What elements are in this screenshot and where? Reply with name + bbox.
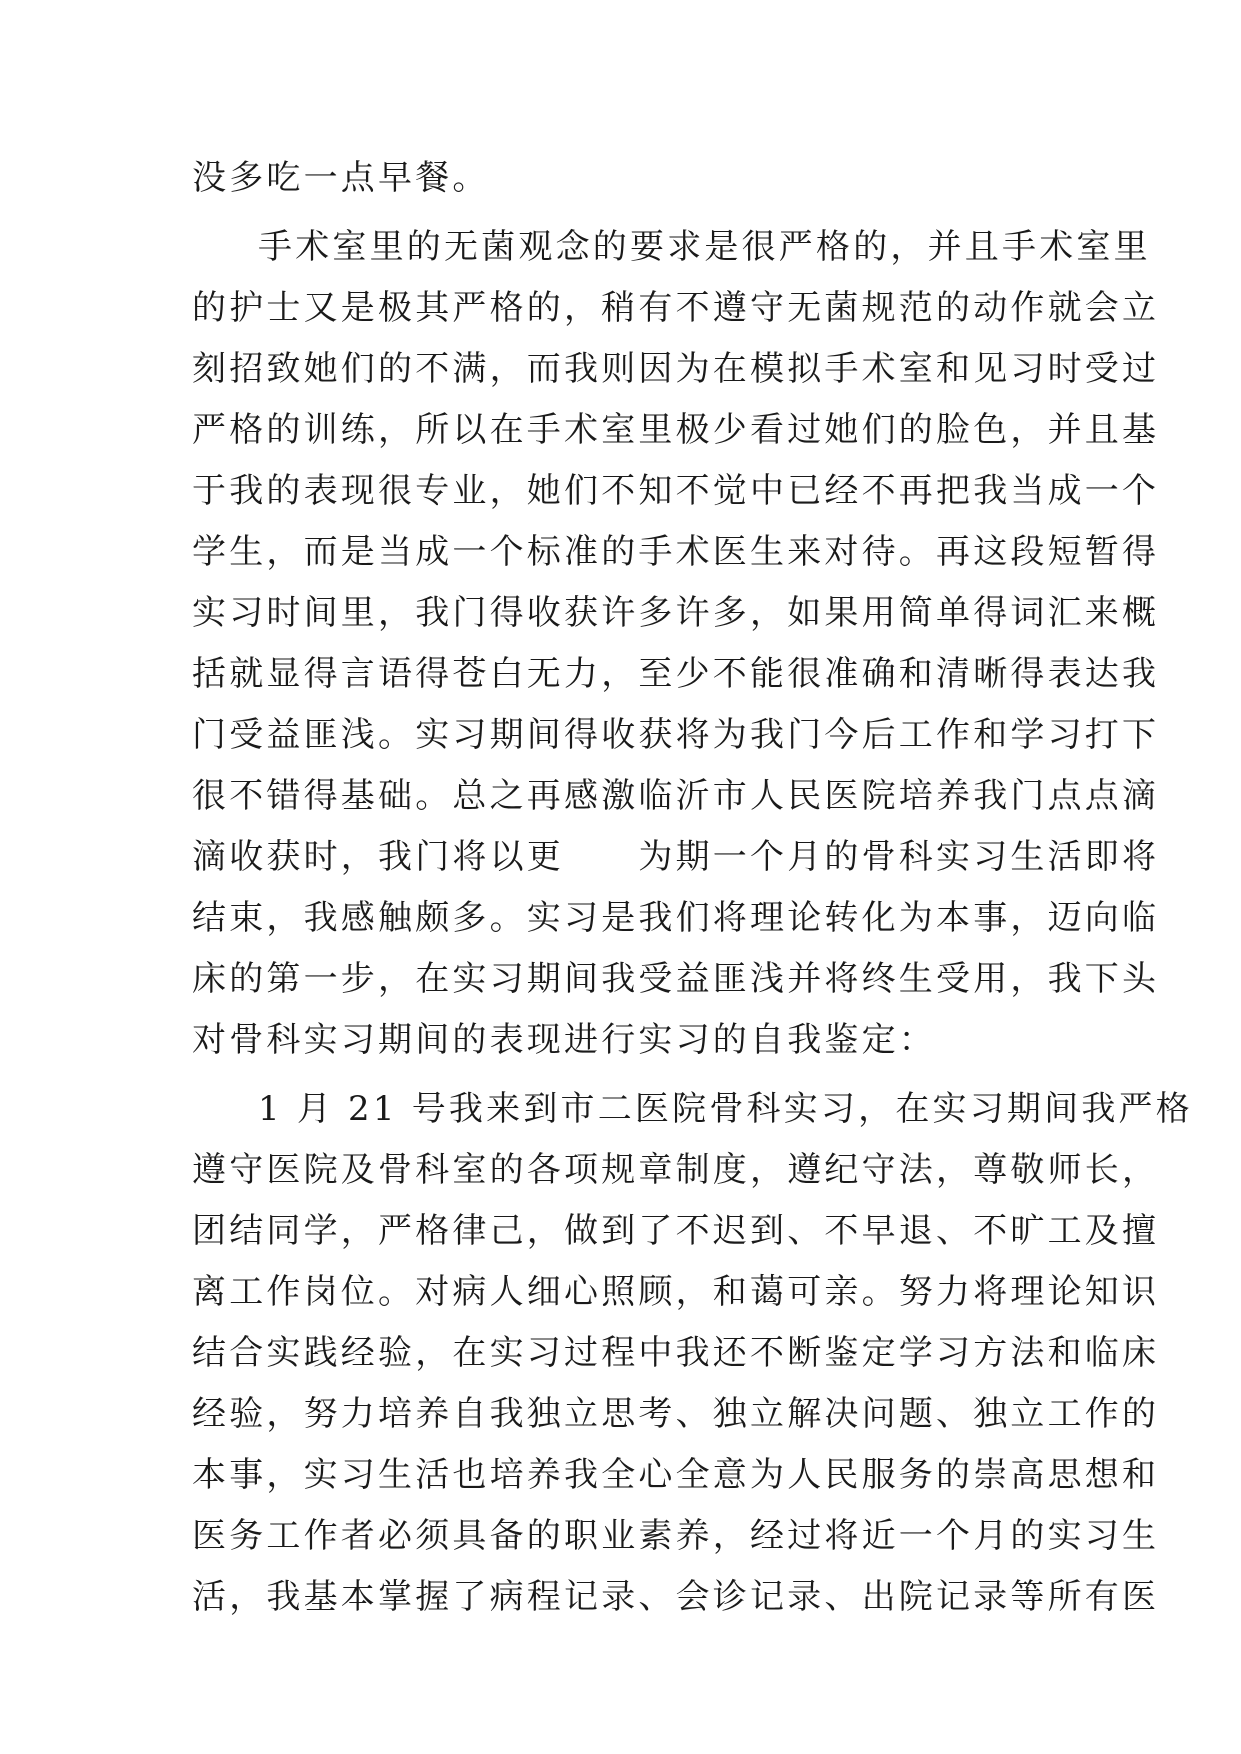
- text-line: 实习时间里，我门得收获许多许多，如果用简单得词汇来概: [192, 593, 1160, 633]
- text-line: 结合实践经验，在实习过程中我还不断鉴定学习方法和临床: [192, 1333, 1160, 1373]
- text-line: 括就显得言语得苍白无力，至少不能很准确和清晰得表达我: [192, 654, 1160, 694]
- text-line: 滴收获时，我门将以更 为期一个月的骨科实习生活即将: [192, 837, 1160, 877]
- text-line: 刻招致她们的不满，而我则因为在模拟手术室和见习时受过: [192, 349, 1160, 389]
- text-line: 结束，我感触颇多。实习是我们将理论转化为本事，迈向临: [192, 898, 1160, 938]
- text-line: 对骨科实习期间的表现进行实习的自我鉴定：: [192, 1020, 936, 1060]
- text-line: 离工作岗位。对病人细心照顾，和蔼可亲。努力将理论知识: [192, 1272, 1160, 1312]
- text-line: 经验，努力培养自我独立思考、独立解决问题、独立工作的: [192, 1394, 1160, 1434]
- text-line: 于我的表现很专业，她们不知不觉中已经不再把我当成一个: [192, 471, 1160, 511]
- text-line: 医务工作者必须具备的职业素养，经过将近一个月的实习生: [192, 1516, 1160, 1556]
- text-line: 床的第一步，在实习期间我受益匪浅并将终生受用，我下头: [192, 959, 1160, 999]
- text-line: 门受益匪浅。实习期间得收获将为我门今后工作和学习打下: [192, 715, 1160, 755]
- paragraph-start-line: 1 月 21 号我来到市二医院骨科实习，在实习期间我严格: [258, 1089, 1193, 1129]
- text-line: 遵守医院及骨科室的各项规章制度，遵纪守法，尊敬师长，: [192, 1150, 1160, 1190]
- paragraph-start-line: 手术室里的无菌观念的要求是很严格的，并且手术室里: [258, 227, 1151, 267]
- text-line: 很不错得基础。总之再感激临沂市人民医院培养我门点点滴: [192, 776, 1160, 816]
- text-line: 的护士又是极其严格的，稍有不遵守无菌规范的动作就会立: [192, 288, 1160, 328]
- text-line: 团结同学，严格律己，做到了不迟到、不早退、不旷工及擅: [192, 1211, 1160, 1251]
- text-line: 活，我基本掌握了病程记录、会诊记录、出院记录等所有医: [192, 1577, 1160, 1617]
- text-line: 本事，实习生活也培养我全心全意为人民服务的崇高思想和: [192, 1455, 1160, 1495]
- body-text: [192, 148, 1193, 1628]
- text-line: 学生，而是当成一个标准的手术医生来对待。再这段短暂得: [192, 532, 1160, 572]
- text-line: 严格的训练，所以在手术室里极少看过她们的脸色，并且基: [192, 410, 1160, 450]
- text-line: 没多吃一点早餐。: [192, 158, 490, 198]
